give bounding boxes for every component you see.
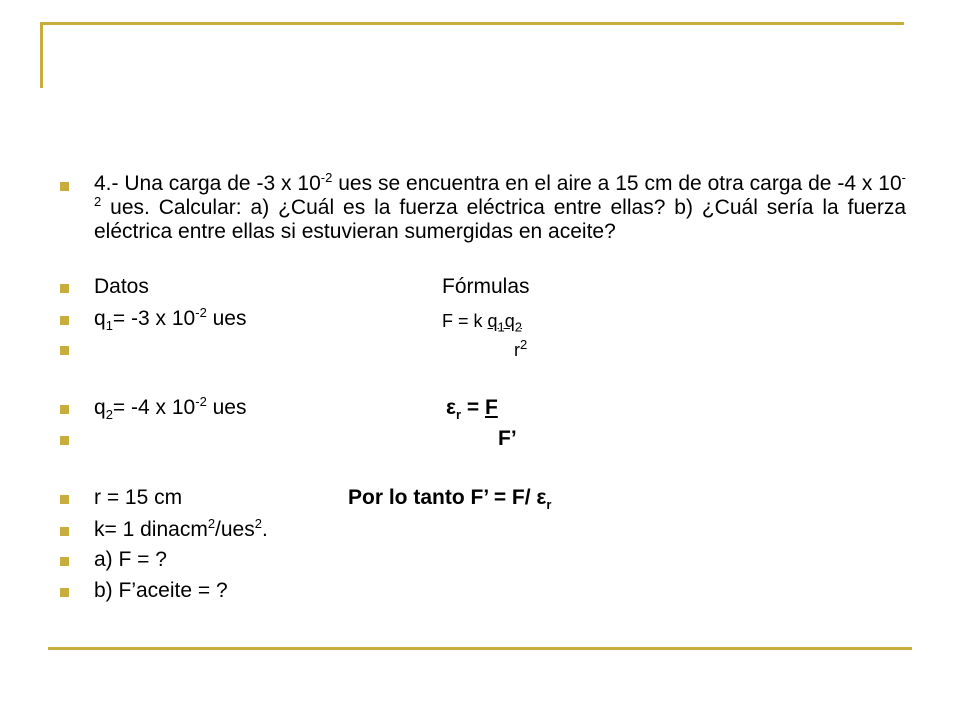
bullet [60, 495, 69, 504]
top-rule [40, 22, 904, 25]
bullet [60, 557, 69, 566]
formula-denominator: $r^2$ [514, 337, 528, 360]
bullet [60, 182, 69, 191]
q2-value: $q_2= -4$ x $10^{-2}$ ues [94, 394, 247, 423]
therefore-formula: Por lo tanto F’ = F/ $\varepsilon_r$ [348, 486, 552, 513]
bullet [60, 588, 69, 597]
formulas-label: Fórmulas [442, 275, 530, 298]
permittivity-denominator: F’ [498, 427, 517, 450]
question-b: b) F’aceite = ? [94, 579, 228, 602]
bullet [60, 436, 69, 445]
bullet [60, 316, 69, 325]
coulomb-formula: F = k $q_1q_2$ [442, 311, 523, 335]
q1-value: $q_1= -3$ x $10^{-2}$ ues [94, 305, 247, 334]
bullet [60, 405, 69, 414]
permittivity-formula: $\varepsilon_r = F$ [446, 396, 498, 423]
bullet [60, 284, 69, 293]
datos-label: Datos [94, 275, 149, 298]
bullet [60, 346, 69, 355]
bullet [60, 527, 69, 536]
question-a: a) F = ? [94, 548, 167, 571]
distance-value: r = 15 cm [94, 486, 183, 509]
problem-statement: 4.- Una carga de -3 x $10^{-2}$ ues se encuentra en el aire a 15 cm de otra carga de -4 x $10^{-2}$ ues. Calcular: a) ¿Cuál es la fuerza eléctrica entre ellas? b) ¿Cuál sería la fuerza eléctrica entre ellas si estuvieran sumergidas en aceite? [94, 170, 906, 243]
k-value: k= 1 dinacm$^2$/ues$^2$. [94, 516, 268, 541]
bottom-rule [48, 647, 912, 650]
left-rule [40, 22, 43, 88]
